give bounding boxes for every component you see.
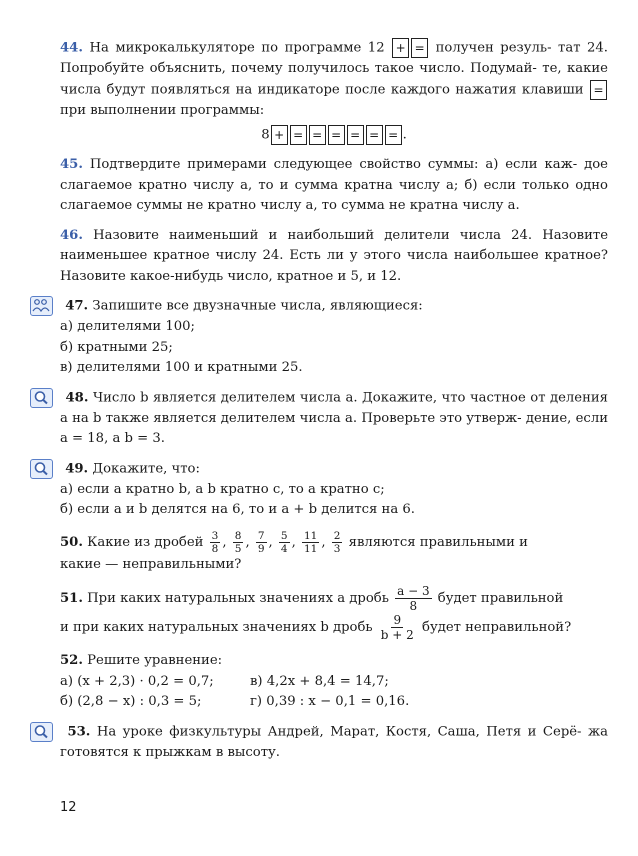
problem-48: 48. Число b является делителем числа a. Докажите, что частное от деления a на b также является делителем числа a. Проверьте это утверж- дение, если a = 18, а b = 3. [60,388,608,450]
fraction: $\frac{11}{11}$ [303,529,318,555]
problem-number: 52. [60,653,83,668]
fraction: $\frac{2}{3}$ [333,529,341,555]
problem-45: 45. Подтвердите примерами следующее свойство суммы: а) если каж- дое слагаемое кратно числу a, то и сумма кратна числу a; б) если только одно слагаемое суммы не кратно числу a, то сумма не кратна числу a. [60,157,608,213]
magnifier-icon [30,722,53,742]
problem-47: 47. Запишите все двузначные числа, являющиеся: а) делителями 100; б) кратными 25; в) делителями 100 и кратными 25. [60,296,608,379]
fraction: $\frac{9}{b + 2}$ [380,613,414,642]
problem-44: 44. На микрокалькуляторе по программе 12 + = получен резуль- тат 24. Попробуйте объяснить, почему получилось такое число. Подумай- те, какие числа будут появляться на индикаторе после каждого нажатия клавиши = при выполнении программы: 8 + = = = = = = . [60,38,608,146]
problem-number: 45. [60,157,83,172]
page-number: 12 [60,800,77,815]
fraction: $\frac{a - 3}{8}$ [397,584,430,613]
problem-number: 48. [65,390,89,405]
key-equals: = [590,80,607,100]
key-equals: = [411,38,428,58]
problem-number: 44. [60,40,83,56]
fraction: $\frac{8}{5}$ [234,529,242,555]
key-sequence: 8 + = = = = = = . [60,125,608,146]
problem-number: 53. [67,724,91,739]
problem-50: 50. Какие из дробей $\frac{3}{8}$ , $\frac{8}{5}$ , $\frac{7}{9}$ , $\frac{5}{4}$ , $\frac{11}{11}$ , $\frac{2}{3}$ являются правильными и какие — неправильными? [60,529,528,572]
magnifier-icon [30,459,53,479]
fraction: $\frac{7}{9}$ [257,529,265,555]
textbook-page [60,38,608,772]
problem-number: 50. [60,534,83,550]
magnifier-icon [30,388,53,408]
group-work-icon [30,296,53,316]
problem-49: 49. Докажите, что: а) если a кратно b, а b кратно c, то a кратно c; б) если a и b делятся на 6, то и a + b делится на 6. [60,459,608,521]
problem-53: 53. На уроке физкультуры Андрей, Марат, Костя, Саша, Петя и Серё- жа готовятся к прыжкам в высоту. [60,722,608,764]
problem-number: 46. [60,227,83,243]
key-plus: + [392,38,409,58]
problem-52: 52. Решите уравнение: а) (x + 2,3) · 0,2 = 0,7; б) (2,8 − x) : 0,3 = 5; в) 4,2x + 8,4 = 14,7; г) 0,39 : x − 0,1 = 0,16. [60,653,410,709]
problem-number: 47. [65,298,89,314]
problem-number: 49. [65,461,89,476]
problem-46: 46. Назовите наименьший и наибольший делители числа 24. Назовите наименьшее кратное числу 24. Есть ли у этого числа наибольшее кратное? Назовите какое-нибудь число, кратное и 5, и 12. [60,227,608,284]
problem-number: 51. [60,591,83,606]
fraction: $\frac{5}{4}$ [280,529,288,555]
fraction: $\frac{3}{8}$ [211,529,219,555]
problem-51: 51. При каких натуральных значениях a дробь $\frac{a - 3}{8}$ будет правильной и при каких натуральных значениях b дробь $\frac{9}{b + 2}$ будет неправильной? [60,584,572,642]
